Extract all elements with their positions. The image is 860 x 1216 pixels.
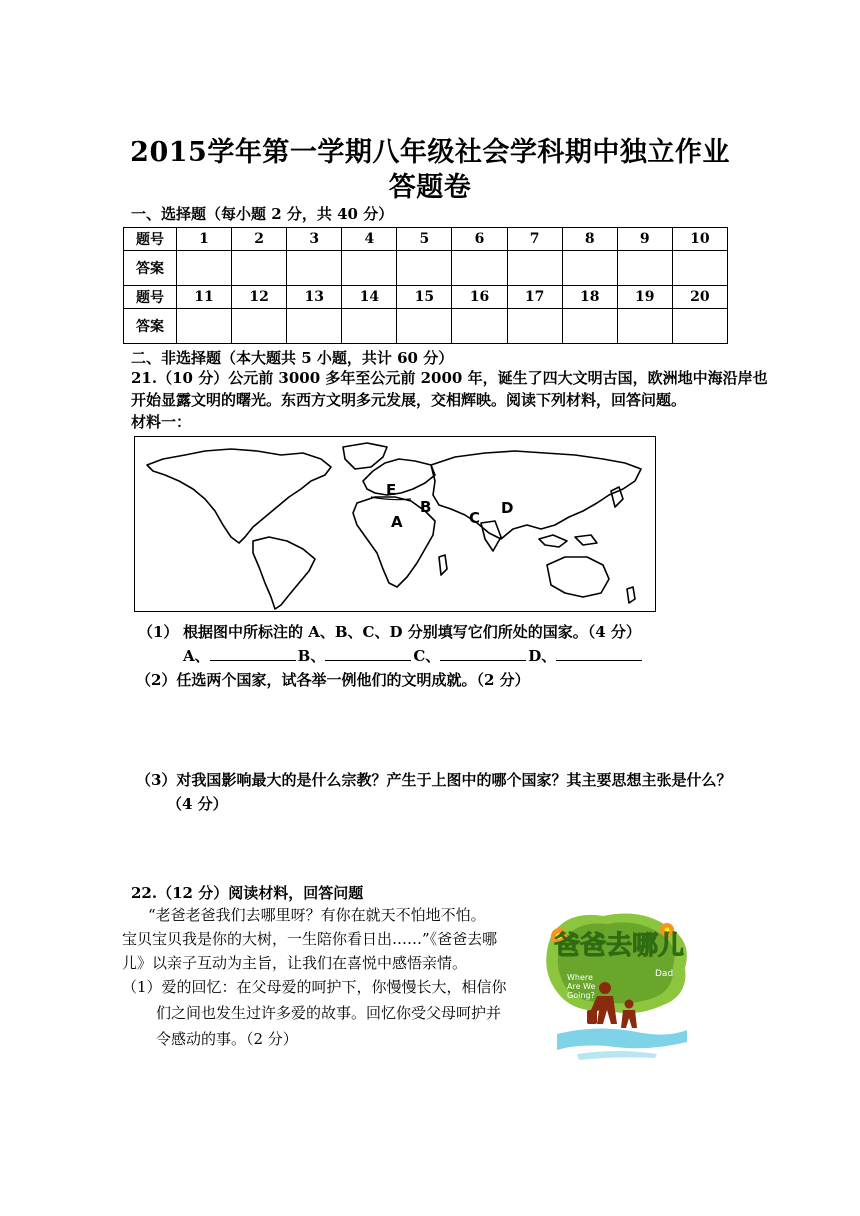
answer-row-1 (124, 251, 728, 286)
map-label-a: A (391, 513, 403, 531)
q22-sub1-line1: （1）爱的回忆：在父母爱的呵护下，你慢慢长大，相信你 (122, 978, 507, 996)
q21-intro-cont: 开始显露文明的曙光。东西方文明多元发展，交相辉映。阅读下列材料，回答问题。 (131, 391, 687, 409)
page-subtitle: 答题卷 (388, 172, 472, 203)
map-label-e: E (386, 481, 397, 499)
question-number: 19 (617, 286, 672, 309)
answer-cell[interactable] (562, 309, 617, 344)
answer-cell[interactable] (232, 251, 287, 286)
answer-cell[interactable] (617, 251, 672, 286)
world-map-outline (135, 437, 655, 611)
poster-subtitle-2: Are We (567, 982, 596, 991)
answer-cell[interactable] (672, 251, 727, 286)
blank-label-d: D、 (528, 647, 557, 665)
answer-cell[interactable] (232, 309, 287, 344)
answer-cell[interactable] (342, 309, 397, 344)
number-row-2 (124, 286, 728, 309)
blank-d[interactable] (556, 645, 642, 661)
question-number: 16 (452, 286, 507, 309)
number-row-1 (124, 228, 728, 251)
question-number: 10 (672, 228, 727, 251)
country-blanks (183, 645, 644, 667)
blank-b[interactable] (325, 645, 411, 661)
answer-cell[interactable] (672, 309, 727, 344)
question-number: 12 (232, 286, 287, 309)
row-label: 答案 (124, 309, 177, 344)
question-number: 20 (672, 286, 727, 309)
question-number: 11 (177, 286, 232, 309)
answer-cell[interactable] (177, 251, 232, 286)
q21-sub1-text: 根据图中所标注的 A、B、C、D 分别填写它们所处的国家。（4 分） (183, 623, 641, 641)
poster-title: 爸爸去哪儿 (553, 931, 685, 961)
question-number: 1 (177, 228, 232, 251)
question-number: 4 (342, 228, 397, 251)
question-number: 9 (617, 228, 672, 251)
blank-c[interactable] (440, 645, 526, 661)
question-number: 13 (287, 286, 342, 309)
map-label-d: D (501, 499, 514, 517)
poster-subtitle-1: Where (567, 973, 593, 982)
section2-heading: 二、非选择题（本大题共 5 小题，共计 60 分） (131, 349, 454, 367)
answer-cell[interactable] (397, 309, 452, 344)
poster-dad-text: Dad (655, 969, 674, 979)
poster-subtitle-3: Going? (567, 991, 595, 1000)
answer-cell[interactable] (287, 251, 342, 286)
answer-cell[interactable] (452, 309, 507, 344)
world-map (134, 436, 656, 612)
q22-sub1-line3: 令感动的事。（2 分） (156, 1030, 298, 1048)
question-number: 7 (507, 228, 562, 251)
section1-heading: 一、选择题（每小题 2 分，共 40 分） (131, 205, 394, 223)
question-number: 14 (342, 286, 397, 309)
answer-cell[interactable] (507, 309, 562, 344)
q21-sub2: （2）任选两个国家，试各举一例他们的文明成就。（2 分） (136, 671, 530, 689)
q21-sub1-number: （1） (138, 623, 179, 641)
question-number: 18 (562, 286, 617, 309)
question-number: 15 (397, 286, 452, 309)
q21-sub3: （3）对我国影响最大的是什么宗教？产生于上图中的哪个国家？其主要思想主张是什么？ (136, 771, 732, 789)
q22-para-line1: “老爸老爸我们去哪里呀？有你在就天不怕地不怕。 (148, 906, 486, 924)
answer-cell[interactable] (397, 251, 452, 286)
q22-para-line2: 宝贝宝贝我是你的大树，一生陪你看日出……”《爸爸去哪 (122, 930, 498, 948)
q22-para-line3: 儿》以亲子互动为主旨，让我们在喜悦中感悟亲情。 (122, 954, 468, 972)
show-poster (537, 906, 701, 1066)
answer-cell[interactable] (452, 251, 507, 286)
blank-label-c: C、 (413, 647, 441, 665)
q21-intro: 21.（10 分）公元前 3000 多年至公元前 2000 年，诞生了四大文明古国，欧洲地中海沿岸也 (131, 369, 768, 387)
question-number: 5 (397, 228, 452, 251)
question-number: 17 (507, 286, 562, 309)
answer-cell[interactable] (287, 309, 342, 344)
q22-sub1-line2: 们之间也发生过许多爱的故事。回忆你受父母呵护并 (156, 1004, 502, 1022)
material-label: 材料一： (131, 413, 192, 431)
question-number: 2 (232, 228, 287, 251)
q22-intro: 22.（12 分）阅读材料，回答问题 (131, 884, 364, 902)
question-number: 8 (562, 228, 617, 251)
map-label-b: B (420, 498, 432, 516)
blank-label-a: A、 (183, 647, 210, 665)
blank-a[interactable] (210, 645, 296, 661)
answer-cell[interactable] (617, 309, 672, 344)
answer-cell[interactable] (177, 309, 232, 344)
row-label: 题号 (124, 286, 177, 309)
blank-label-b: B、 (297, 647, 326, 665)
question-number: 3 (287, 228, 342, 251)
q21-sub3-points: （4 分） (167, 795, 228, 813)
answer-grid (123, 227, 728, 344)
page-title: 2015学年第一学期八年级社会学科期中独立作业 (130, 137, 730, 168)
answer-row-2 (124, 309, 728, 344)
question-number: 6 (452, 228, 507, 251)
answer-cell[interactable] (507, 251, 562, 286)
row-label: 题号 (124, 228, 177, 251)
answer-cell[interactable] (342, 251, 397, 286)
map-label-c: C (469, 509, 481, 527)
row-label: 答案 (124, 251, 177, 286)
poster-graphic (537, 906, 701, 1066)
answer-cell[interactable] (562, 251, 617, 286)
